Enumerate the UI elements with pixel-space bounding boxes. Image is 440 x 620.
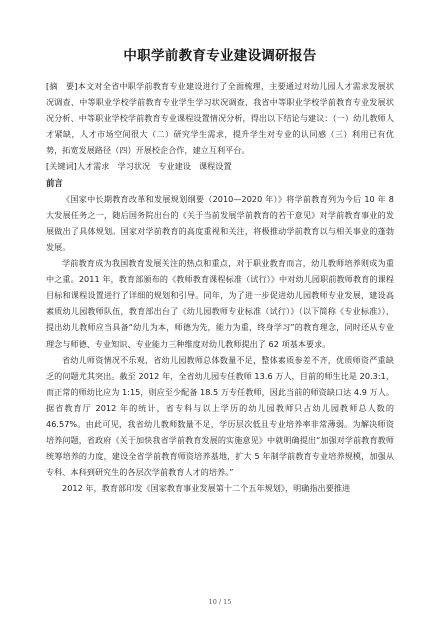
keywords-paragraph	[46, 158, 394, 174]
report-title: 中职学前教育专业建设调研报告	[123, 48, 317, 64]
preface-heading: 前言	[46, 177, 63, 188]
abstract-text: 本文对全省中职学前教育专业建设进行了全面梳理，主要通过对幼儿园人才需求发展状况调查、中等职业学校学前教育专业学生学习状况调查，我省中等职业学校学前教育专业发展状况分析、中等职业学校学前教育专业课程设置情况分析，得出以下结论与建议：（一）幼儿教师人才紧缺，人才市场空间很大（二）研究学生需求，提升学生对专业的认同感（三）利用已有优势，拓宽发展路径（四）开展校企合作，建立互利平台。	[46, 81, 394, 156]
abstract-paragraph	[46, 78, 394, 158]
body-paragraph-2: 学前教育成为我国教育发展关注的热点和重点，对于职业教育而言，幼儿教师培养则成为重中之重。2011 年，教育部颁布的《教师教育课程标准（试行）》中对幼儿园职前教师教育的课程目标和课程设置进行了详细的规划和引导。同年，为了进一步促进幼儿园教师专业发展，建设高素质幼儿园教师队伍，教育部出台了《幼儿园教师专业标准（试行）》（以下简称《专业标准》），提出幼儿教师应当具备“幼儿为本，师德为先，能力为重，终身学习”的教育理念，同时还从专业理念与师德、专业知识、专业能力三种维度对幼儿教师提出了 62 项基本要求。	[46, 258, 394, 349]
body-paragraph-1: 《国家中长期教育改革和发展规划纲要（2010—2020 年）》将学前教育列为今后 10 年 8 大发展任务之一，随后国务院出台的《关于当前发展学前教育的若干意见》对学前教育事业的发展做出了具体规划。国家对学前教育的高度重视和关注，将极推动学前教育以与相关事业的蓬勃发展。	[46, 193, 394, 252]
abstract-label: [摘 要]	[46, 81, 78, 91]
page-number: 10 / 15	[208, 598, 232, 606]
body-paragraph-3: 省幼儿师资情况不乐观，省幼儿园教师总体数量不足，整体素质参差不齐，优质师资严重缺乏的问题尤其突出。截至 2012 年，全省幼儿园专任教师 13.6 万人，目前的师生比是 20.3:1，而正常的师幼比应为 1:15，则应至少配备 18.5 万专任教师，因此当前的师资缺口达 4.9 万人。据省教育厅 2012 年的统计，省专科与以上学历的幼儿园教师只占幼儿园教师总人数的 46.57%。由此可见，我省幼儿教师数量不足，学历层次低且专业培养率非常薄弱。为解决师资培养问题，省政府《关于加快我省学前教育发展的实施意见》中就明确提出“加强对学前教育教师统筹培养的力度，建设全省学前教育师资培养基地，扩大 5 年制学前教育专业培养规模，加强从专科、本科到研究生的各层次学前教育人才的培养。”	[46, 354, 394, 478]
keywords-text: 人才需求 学习状况 专业建设 课程设置	[76, 161, 232, 172]
keywords-label: [关键词]	[46, 161, 77, 172]
body-paragraph-4: 2012 年，教育部印发《国家教育事业发展第十二个五年规划》，明确指出要推进	[62, 483, 351, 494]
